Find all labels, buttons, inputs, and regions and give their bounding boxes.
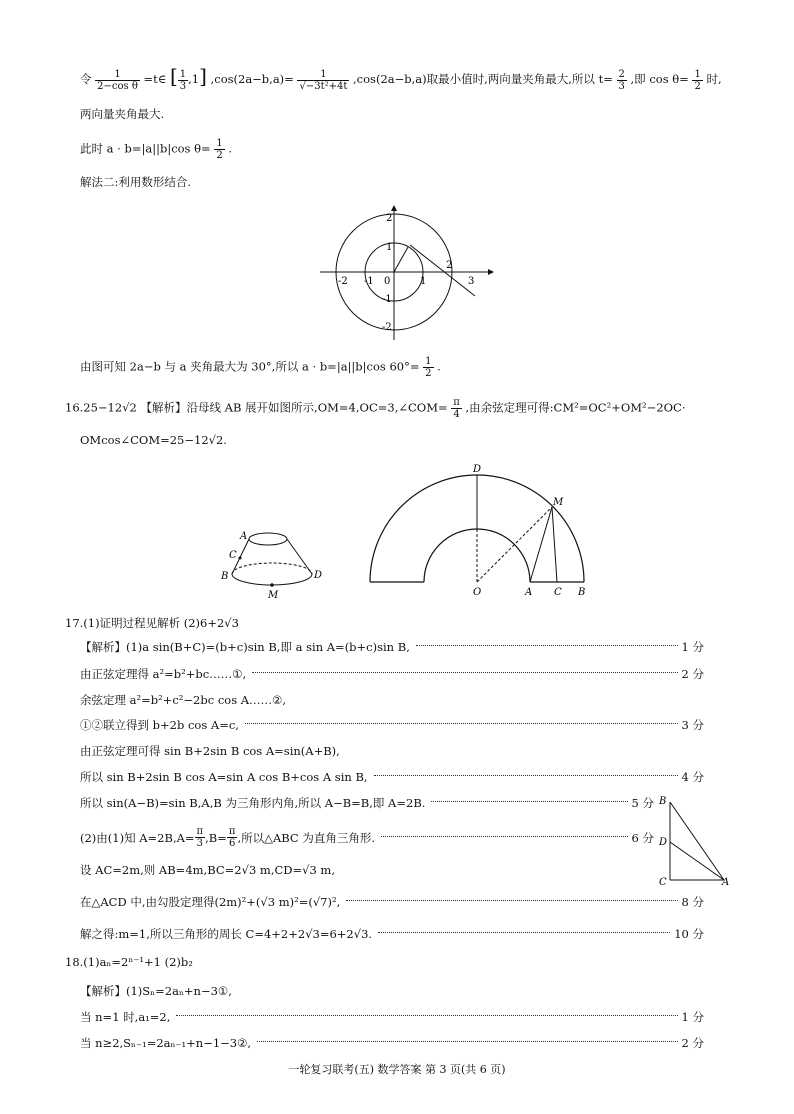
point-label: B — [578, 587, 586, 598]
point-label: B — [221, 571, 229, 582]
point-label: A — [525, 587, 533, 598]
s15-line-2: 两向量夹角最大. — [80, 107, 165, 121]
s17-row-10: 在△ACD 中,由勾股定理得(2m)²+(√3 m)²=(√7)², 8 分 — [80, 895, 704, 909]
points: 3 分 — [681, 718, 704, 732]
point-label: A — [722, 877, 730, 888]
fraction: $\frac{1}{2}$ — [694, 68, 701, 92]
s17-row-7: 所以 sin(A−B)=sin B,A,B 为三角形内角,所以 A−B=B,即 A=2B. 5 分 — [80, 796, 654, 810]
page-footer: 一轮复习联考(五) 数学答案 第 3 页(共 6 页) — [288, 1063, 506, 1076]
points: 2 分 — [681, 667, 704, 681]
fraction: $\frac{1}{2}$ — [216, 138, 223, 161]
points: 1 分 — [681, 640, 704, 654]
s17-row-1: 【解析】(1)a sin(B+C)=(b+c)sin B,即 a sin A=(b+c)sin B, 1 分 — [80, 640, 704, 654]
s15-line-3: 此时 a · b=|a||b|cos θ= $\frac{1}{2}$ . — [80, 138, 233, 161]
y-tick-label: -1 — [382, 294, 392, 305]
point-label: D — [659, 837, 668, 848]
points: 5 分 — [631, 796, 654, 810]
s15-line-4: 解法二:利用数形结合. — [80, 175, 192, 189]
s17-row-8: (2)由(1)知 A=2B,A= $\frac{\pi}{3}$ ,B= $\frac{\pi}{6}$ ,所以△ABC 为直角三角形. 6 分 — [80, 826, 654, 849]
segment-ad — [670, 842, 724, 880]
x-tick-label: 3 — [468, 276, 475, 287]
s17-row-5: 由正弦定理可得 sin B+2sin B cos A=sin(A+B), — [80, 744, 340, 758]
vector-a — [394, 247, 408, 272]
s17-row-2: 由正弦定理得 a²=b²+bc……①, 2 分 — [80, 667, 704, 681]
s16-line-1: 16.25−12√2 【解析】沿母线 AB 展开如图所示,OM=4,OC=3,∠COM= $\frac{\pi}{4}$ ,由余弦定理可得:CM²=OC²+OM²−2OC· — [65, 397, 686, 420]
point-label: C — [659, 877, 667, 888]
triangle-figure — [658, 794, 732, 890]
points: 8 分 — [681, 895, 704, 909]
x-tick-label: 0 — [384, 276, 391, 287]
s17-row-4: ①②联立得到 b+2b cos A=c, 3 分 — [80, 718, 704, 732]
x-tick-label: -1 — [364, 276, 374, 287]
s17-row-9: 设 AC=2m,则 AB=4m,BC=2√3 m,CD=√3 m, — [80, 863, 335, 877]
point-c — [239, 557, 242, 560]
bottom-ellipse-back — [232, 563, 312, 574]
s17-head: 17.(1)证明过程见解析 (2)6+2√3 — [65, 616, 239, 630]
x-tick-label: -2 — [338, 276, 348, 287]
x-axis-arrow — [488, 269, 494, 275]
s17-row-3: 余弦定理 a²=b²+c²−2bc cos A……②, — [80, 693, 287, 707]
points: 4 分 — [681, 770, 704, 784]
fraction: $\frac{\pi}{6}$ — [228, 826, 236, 849]
top-ellipse — [249, 533, 287, 545]
points: 2 分 — [681, 1036, 704, 1050]
tangent-line — [410, 245, 475, 296]
x-tick-label: 1 — [420, 276, 427, 287]
point-label: A — [240, 531, 248, 542]
y-tick-label: 1 — [386, 242, 393, 253]
fraction: $\frac{\pi}{3}$ — [196, 826, 204, 849]
s18-head: 18.(1)aₙ=2ⁿ⁻¹+1 (2)b₂ — [65, 955, 193, 969]
points: 6 分 — [631, 830, 654, 845]
fraction: $\frac{\pi}{4}$ — [453, 397, 460, 420]
point-label: C — [554, 587, 562, 598]
fraction: $\frac{1}{3}$ — [179, 68, 187, 92]
point-label: M — [268, 590, 279, 601]
point-label: D — [473, 464, 482, 475]
point-label: O — [473, 587, 482, 598]
points: 10 分 — [674, 927, 704, 941]
fraction: $\frac{2}{3}$ — [618, 68, 625, 92]
point-label: D — [314, 570, 323, 581]
x-tick-label: 2 — [446, 260, 453, 271]
s18-row-1: 【解析】(1)Sₙ=2aₙ+n−3①, — [80, 984, 232, 998]
points: 1 分 — [681, 1010, 704, 1024]
circle-figure — [318, 205, 494, 340]
s16-line-2: OMcos∠COM=25−12√2. — [80, 433, 227, 447]
frustum-figure — [220, 526, 330, 602]
s17-row-11: 解之得:m=1,所以三角形的周长 C=4+2+2√3=6+2√3. 10 分 — [80, 927, 704, 941]
fraction: $\frac{1}{2}$ — [425, 356, 432, 379]
generatrix-right — [287, 539, 312, 574]
s17-row-6: 所以 sin B+2sin B cos A=sin A cos B+cos A sin B, 4 分 — [80, 770, 704, 784]
s15-line-1: 令 $\frac{1}{\text{2−cos θ}}$ =t∈ [ $\frac{1}{3}$ ,1] ,cos(2a−b,a)= $\frac{1}{\text{√−3t²+4t}}$ ,cos(2a−b,a)取最小值时,两向量夹角最大,所以 t= $\frac{2}{3}$ ,即 cos θ= $\frac{1}{2}$ 时, — [80, 64, 722, 92]
s18-row-2: 当 n=1 时,a₁=2, 1 分 — [80, 1010, 704, 1024]
y-tick-label: -2 — [382, 322, 392, 333]
point-label: C — [229, 550, 237, 561]
y-axis-arrow — [391, 205, 397, 211]
annulus-figure — [360, 460, 600, 600]
s15-line-5: 由图可知 2a−b 与 a 夹角最大为 30°,所以 a · b=|a||b|cos 60°= $\frac{1}{2}$ . — [80, 356, 441, 379]
point-m — [270, 583, 274, 587]
point-label: B — [659, 796, 667, 807]
fraction: $\frac{1}{\text{√−3t²+4t}}$ — [299, 68, 348, 92]
y-tick-label: 2 — [386, 213, 393, 224]
fraction: $\frac{1}{\text{2−cos θ}}$ — [97, 68, 138, 92]
point-label: M — [553, 497, 564, 508]
side-ab — [670, 802, 724, 880]
s18-row-3: 当 n≥2,Sₙ₋₁=2aₙ₋₁+n−1−3②, 2 分 — [80, 1036, 704, 1050]
cm-segment — [552, 507, 557, 582]
